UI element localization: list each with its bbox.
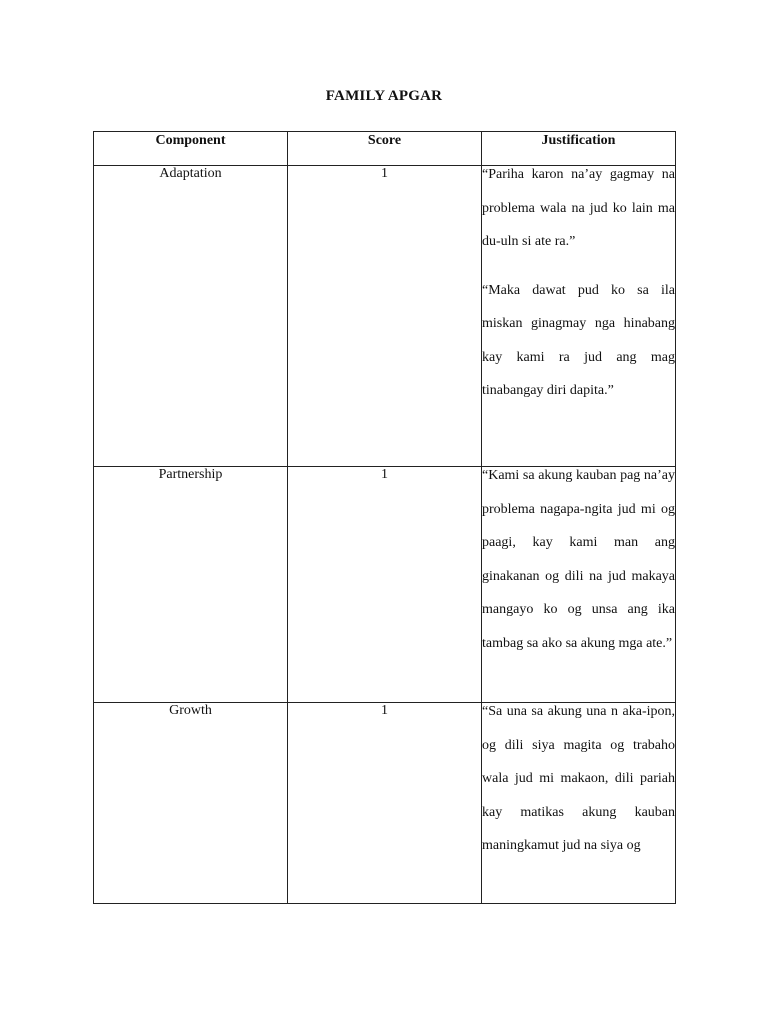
score-cell: 1 [288,703,482,904]
component-cell: Growth [94,703,288,904]
score-cell: 1 [288,467,482,703]
component-cell: Partnership [94,467,288,703]
table-row [94,703,676,904]
justification-cell [482,703,676,904]
justification-cell [482,166,676,467]
component-cell: Adaptation [94,166,288,467]
table-row [94,166,676,467]
justification-paragraph: “Pariha karon na’ay gagmay na problema wala na jud ko lain ma du-uln si ate ra.” [482,167,675,249]
justification-paragraph: “Sa una sa akung una n aka-ipon, og dili siya magita og trabaho wala jud mi makaon, dili pariah kay matikas akung kauban maningkamut jud na siya og [482,704,675,853]
header-component: Component [94,132,288,166]
justification-paragraph: “Maka dawat pud ko sa ila miskan ginagmay nga hinabang kay kami ra jud ang mag tinabangay diri dapita.” [482,282,675,398]
justification-clip [482,703,675,903]
justification-cell [482,467,676,703]
table-row [94,467,676,703]
score-cell: 1 [288,166,482,467]
page-title: FAMILY APGAR [325,88,443,104]
header-justification: Justification [482,132,676,166]
justification-paragraph: “Kami sa akung kauban pag na’ay problema nagapa-ngita jud mi og paagi, kay kami man ang ginakanan og dili na jud makaya mangayo ko og unsa ang ika tambag sa ako sa akung mga ate.” [482,468,675,651]
header-score: Score [288,132,482,166]
family-apgar-table [93,131,676,904]
